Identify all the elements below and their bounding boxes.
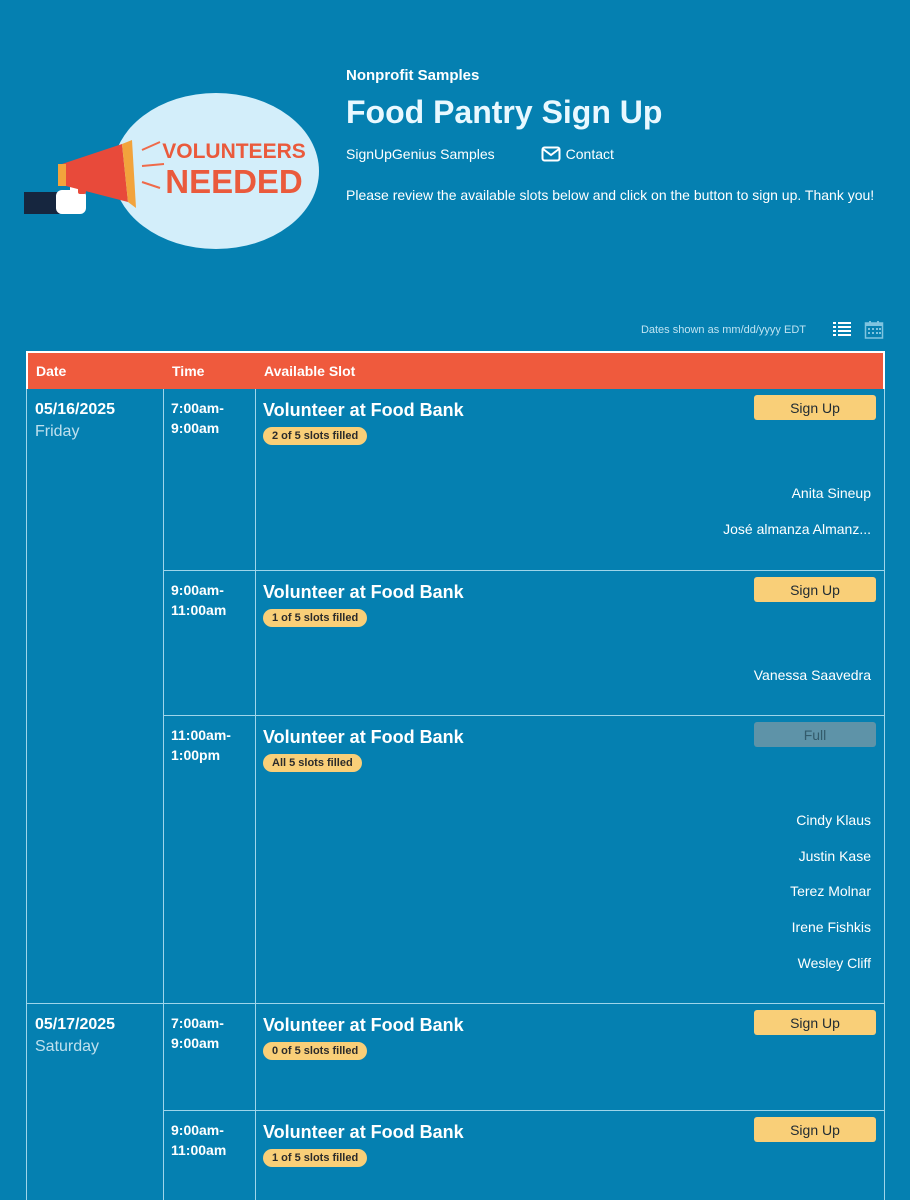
slots-filled-badge: 1 of 5 slots filled bbox=[263, 1149, 367, 1167]
volunteer-name: Justin Kase bbox=[798, 847, 871, 864]
date-label: 05/17/2025 bbox=[35, 1016, 116, 1033]
slot-cell bbox=[256, 716, 884, 1003]
svg-text:VOLUNTEERS: VOLUNTEERS bbox=[162, 140, 306, 163]
slot-title: Volunteer at Food Bank bbox=[263, 400, 464, 420]
volunteer-name: José almanza Almanz... bbox=[723, 520, 871, 537]
slot-cell bbox=[256, 571, 884, 715]
list-view-icon[interactable] bbox=[832, 320, 852, 340]
sign-up-button[interactable]: Sign Up bbox=[754, 1010, 876, 1035]
table-row bbox=[164, 570, 884, 715]
volunteer-name: Cindy Klaus bbox=[796, 812, 871, 828]
sign-up-button[interactable]: Sign Up bbox=[754, 395, 876, 420]
mail-icon bbox=[541, 146, 561, 162]
signed-up-names bbox=[263, 483, 877, 554]
header-time: Time bbox=[172, 363, 205, 379]
slot-title: Volunteer at Food Bank bbox=[263, 1122, 464, 1142]
day-date-cell bbox=[27, 1004, 164, 1200]
page-title: Food Pantry Sign Up bbox=[346, 94, 663, 130]
volunteer-name: Irene Fishkis bbox=[791, 919, 871, 936]
organization-name: Nonprofit Samples bbox=[346, 67, 480, 84]
table-row bbox=[164, 1004, 884, 1110]
signup-table bbox=[26, 351, 885, 1200]
time-cell: 9:00am- 11:00am bbox=[164, 571, 256, 715]
day-group bbox=[26, 1004, 885, 1200]
slots-filled-badge: All 5 slots filled bbox=[263, 754, 362, 772]
date-label: 05/16/2025 bbox=[35, 401, 116, 418]
slot-cell bbox=[256, 389, 884, 570]
table-row bbox=[164, 715, 884, 1003]
time-cell: 9:00am- 11:00am bbox=[164, 1111, 256, 1200]
sign-up-button[interactable]: Sign Up bbox=[754, 1117, 876, 1142]
volunteer-name: Vanessa Saavedra bbox=[753, 667, 871, 683]
view-toolbar bbox=[641, 320, 884, 340]
slots-filled-badge: 0 of 5 slots filled bbox=[263, 1042, 367, 1060]
day-group bbox=[26, 389, 885, 1004]
header-date: Date bbox=[36, 363, 67, 379]
day-date-cell bbox=[27, 389, 164, 1003]
table-row bbox=[164, 1110, 884, 1200]
contact-link[interactable] bbox=[541, 146, 614, 162]
page-header bbox=[0, 0, 910, 300]
header-slot: Available Slot bbox=[264, 363, 356, 379]
date-format-note: Dates shown as mm/dd/yyyy EDT bbox=[640, 324, 806, 336]
slot-title: Volunteer at Food Bank bbox=[263, 727, 464, 747]
slot-cell bbox=[256, 1004, 884, 1110]
signed-up-names bbox=[263, 665, 877, 701]
contact-label: Contact bbox=[565, 146, 614, 162]
volunteer-name: Wesley Cliff bbox=[797, 954, 871, 971]
slots-filled-badge: 2 of 5 slots filled bbox=[263, 427, 367, 445]
sign-up-button[interactable]: Sign Up bbox=[754, 577, 876, 602]
slot-cell bbox=[256, 1111, 884, 1200]
table-row bbox=[164, 389, 884, 570]
volunteer-name: Terez Molnar bbox=[790, 883, 871, 900]
full-button: Full bbox=[754, 722, 876, 747]
weekday-label: Friday bbox=[35, 423, 80, 440]
volunteers-needed-logo bbox=[24, 90, 324, 255]
slot-title: Volunteer at Food Bank bbox=[263, 1015, 464, 1035]
time-cell: 7:00am- 9:00am bbox=[164, 389, 256, 570]
table-header bbox=[26, 351, 885, 389]
time-cell: 11:00am- 1:00pm bbox=[164, 716, 256, 1003]
time-cell: 7:00am- 9:00am bbox=[164, 1004, 256, 1110]
calendar-view-icon[interactable] bbox=[864, 320, 884, 340]
slot-title: Volunteer at Food Bank bbox=[263, 582, 464, 602]
signed-up-names bbox=[263, 810, 877, 988]
weekday-label: Saturday bbox=[35, 1038, 100, 1055]
volunteer-name: Anita Sineup bbox=[791, 485, 871, 501]
slots-filled-badge: 1 of 5 slots filled bbox=[263, 609, 367, 627]
creator-name: SignUpGenius Samples bbox=[346, 146, 495, 162]
description: Please review the available slots below and click on the button to sign up. Thank you! bbox=[346, 187, 875, 203]
svg-text:NEEDED: NEEDED bbox=[165, 163, 303, 200]
